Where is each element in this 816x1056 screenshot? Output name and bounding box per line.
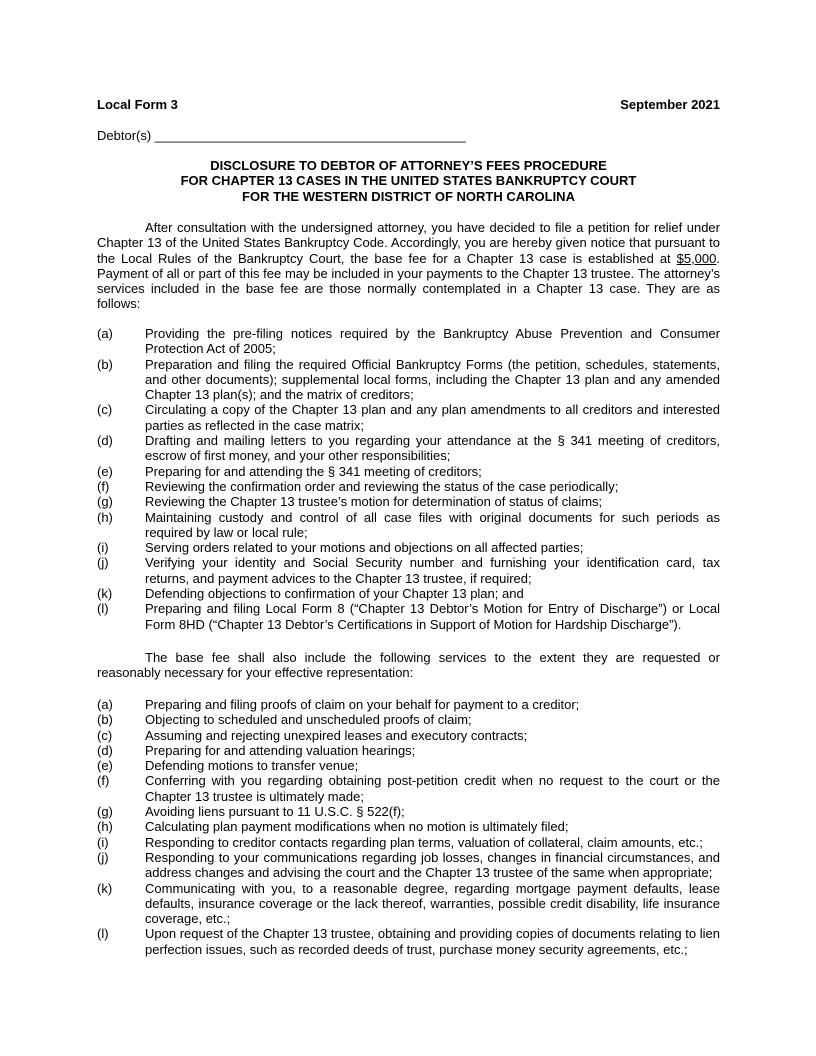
list-item bbox=[97, 510, 720, 541]
item-label: (k) bbox=[97, 880, 113, 896]
list-item bbox=[97, 601, 720, 632]
item-text: Providing the pre-filing notices required by the Bankruptcy Abuse Prevention and Consumer Protection Act of 2005; bbox=[145, 326, 720, 357]
title-line: DISCLOSURE TO DEBTOR OF ATTORNEY’S FEES PROCEDURE bbox=[210, 158, 607, 173]
item-text: Drafting and mailing letters to you regarding your attendance at the § 341 meeting of creditors, escrow of first money, and your other responsibilities; bbox=[145, 433, 720, 464]
list-item bbox=[97, 712, 720, 727]
item-text: Circulating a copy of the Chapter 13 plan and any plan amendments to all creditors and interested parties as reflected in the case matrix; bbox=[145, 402, 720, 433]
item-label: (j) bbox=[97, 849, 109, 865]
form-number: Local Form 3 bbox=[97, 97, 178, 112]
item-label: (l) bbox=[97, 926, 109, 942]
item-label: (k) bbox=[97, 586, 113, 602]
item-text: Responding to creditor contacts regarding plan terms, valuation of collateral, claim amounts, etc.; bbox=[145, 834, 703, 850]
item-label: (j) bbox=[97, 555, 109, 571]
list-item bbox=[97, 926, 720, 957]
item-text: Preparing and filing Local Form 8 (“Chapter 13 Debtor’s Motion for Entry of Discharge”) or Local Form 8HD (“Chapter 13 Debtor’s Certifications in Support of Motion for Hardship Discharge”). bbox=[145, 601, 720, 632]
item-text: Reviewing the Chapter 13 trustee’s motion for determination of status of claims; bbox=[145, 494, 603, 510]
list-item bbox=[97, 494, 720, 509]
item-label: (c) bbox=[97, 727, 113, 743]
item-label: (g) bbox=[97, 494, 113, 510]
item-label: (h) bbox=[97, 509, 113, 525]
item-label: (g) bbox=[97, 804, 113, 820]
item-text: Conferring with you regarding obtaining post-petition credit when no request to the court or the Chapter 13 trustee is ultimately made; bbox=[145, 773, 720, 804]
list-item bbox=[97, 758, 720, 773]
item-label: (f) bbox=[97, 773, 110, 789]
item-text: Avoiding liens pursuant to 11 U.S.C. § 522(f); bbox=[145, 804, 405, 820]
item-label: (b) bbox=[97, 356, 113, 372]
item-text: Preparing and filing proofs of claim on your behalf for payment to a creditor; bbox=[145, 697, 580, 712]
item-text: Verifying your identity and Social Security number and furnishing your identification card, tax returns, and payment advices to the Chapter 13 trustee, if required; bbox=[145, 555, 720, 586]
list-item bbox=[97, 850, 720, 881]
item-text: Serving orders related to your motions and objections on all affected parties; bbox=[145, 540, 584, 556]
item-label: (c) bbox=[97, 402, 113, 418]
list-item bbox=[97, 804, 720, 819]
item-text: Assuming and rejecting unexpired leases and executory contracts; bbox=[145, 727, 528, 743]
list-item bbox=[97, 402, 720, 433]
additional-services-paragraph: The base fee shall also include the following services to the extent they are requested or reasonably necessary for your effective representation: bbox=[97, 650, 720, 681]
list-item bbox=[97, 433, 720, 464]
debtor-line: Debtor(s) ___________________________________________ bbox=[97, 128, 466, 143]
item-text: Defending objections to confirmation of your Chapter 13 plan; and bbox=[145, 586, 524, 602]
list-item bbox=[97, 479, 720, 494]
list-item bbox=[97, 819, 720, 834]
list-item bbox=[97, 773, 720, 804]
item-label: (b) bbox=[97, 712, 113, 728]
list-item bbox=[97, 555, 720, 586]
list-item bbox=[97, 586, 720, 601]
additional-services-list bbox=[97, 697, 720, 957]
item-text: Preparing for and attending valuation hearings; bbox=[145, 742, 416, 758]
item-text: Preparation and filing the required Official Bankruptcy Forms (the petition, schedules, statements, and other documents); supplemental local forms, including the Chapter 13 plan and any amended Chapter 13 plan(s); and the matrix of creditors; bbox=[145, 356, 720, 403]
item-text: Preparing for and attending the § 341 meeting of creditors; bbox=[145, 463, 482, 479]
item-text: Responding to your communications regarding job losses, changes in financial circumstances, and address changes and advising the court and the Chapter 13 trustee of the same when appropriate; bbox=[145, 849, 720, 881]
item-text: Objecting to scheduled and unscheduled proofs of claim; bbox=[145, 712, 472, 728]
intro-text-1: After consultation with the undersigned attorney, you have decided to file a petition for relief under Chapter 13 of the United States Bankruptcy Code. Accordingly, you are hereby given notice that pursuant to the Local Rules of the Bankruptcy Court, the base fee for a Chapter 13 case is established at bbox=[97, 220, 720, 266]
list-item bbox=[97, 881, 720, 927]
item-label: (e) bbox=[97, 463, 113, 479]
item-text: Calculating plan payment modifications when no motion is ultimately filed; bbox=[145, 819, 569, 835]
item-label: (i) bbox=[97, 540, 109, 556]
document-title bbox=[97, 158, 720, 204]
item-text: Maintaining custody and control of all case files with original documents for such periods as required by law or local rule; bbox=[145, 509, 720, 540]
list-item bbox=[97, 697, 720, 712]
item-label: (d) bbox=[97, 433, 113, 449]
item-text: Upon request of the Chapter 13 trustee, obtaining and providing copies of documents relating to lien perfection issues, such as recorded deeds of trust, purchase money security agreements, etc.; bbox=[145, 926, 720, 957]
list-item bbox=[97, 743, 720, 758]
list-item bbox=[97, 326, 720, 357]
item-label: (h) bbox=[97, 819, 113, 835]
item-label: (a) bbox=[97, 697, 113, 712]
item-label: (d) bbox=[97, 742, 113, 758]
list-item bbox=[97, 357, 720, 403]
intro-paragraph bbox=[97, 220, 720, 312]
item-text: Communicating with you, to a reasonable degree, regarding mortgage payment defaults, lease defaults, insurance coverage or the lack thereof, warranties, possible credit disability, life insurance coverage, etc.; bbox=[145, 880, 720, 927]
list-item bbox=[97, 835, 720, 850]
base-fee-amount: $5,000 bbox=[676, 250, 717, 266]
item-label: (l) bbox=[97, 601, 109, 617]
list-item bbox=[97, 464, 720, 479]
list-item bbox=[97, 540, 720, 555]
intro-text-2: . Payment of all or part of this fee may be included in your payments to the Chapter 13 trustee. The attorney’s services included in the base fee are those normally contemplated in a Chapter 13 case. They are as follows: bbox=[97, 250, 720, 312]
item-label: (i) bbox=[97, 834, 109, 850]
item-label: (f) bbox=[97, 478, 110, 494]
base-services-list bbox=[97, 326, 720, 632]
item-text: Reviewing the confirmation order and reviewing the status of the case periodically; bbox=[145, 478, 619, 494]
item-text: Defending motions to transfer venue; bbox=[145, 758, 359, 774]
list-item bbox=[97, 728, 720, 743]
item-label: (e) bbox=[97, 758, 113, 774]
title-line: FOR CHAPTER 13 CASES IN THE UNITED STATES BANKRUPTCY COURT bbox=[180, 173, 637, 189]
item-label: (a) bbox=[97, 326, 113, 341]
form-date: September 2021 bbox=[620, 97, 720, 112]
title-line: FOR THE WESTERN DISTRICT OF NORTH CAROLINA bbox=[242, 188, 575, 204]
